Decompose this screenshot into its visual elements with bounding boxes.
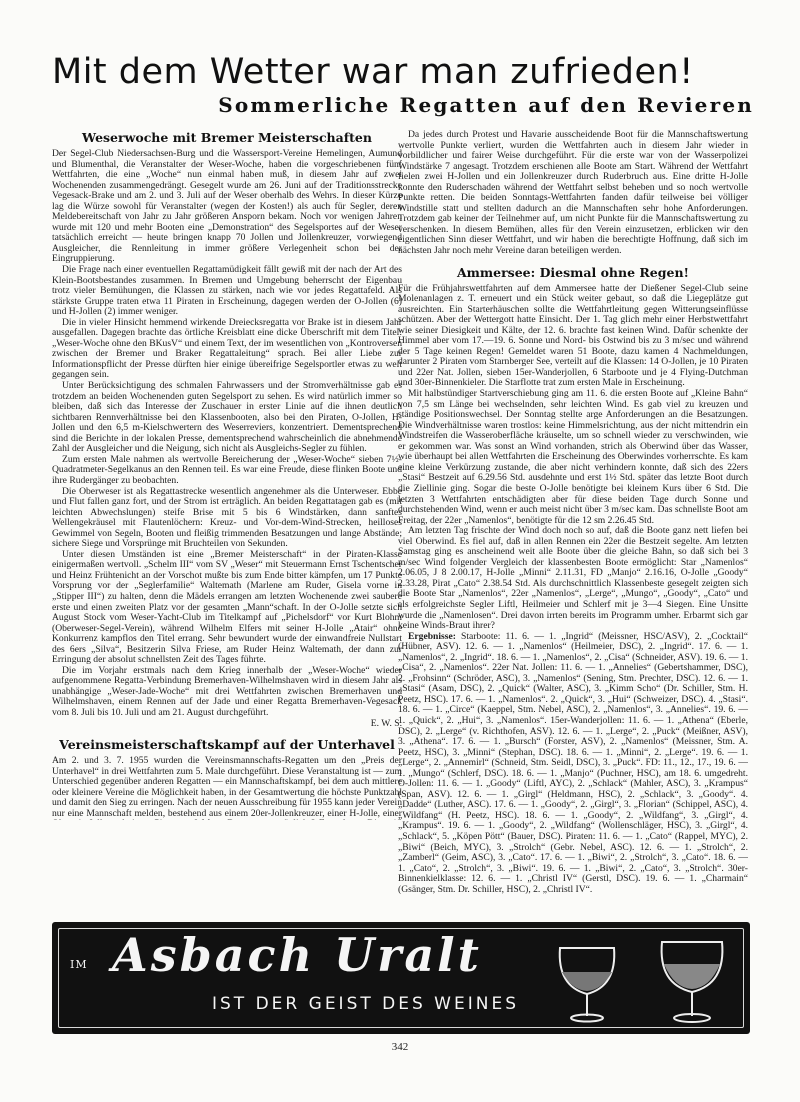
page-headline: Mit dem Wetter war man zufrieden!	[52, 52, 694, 92]
ammersee-paragraph: Für die Frühjahrswettfahrten auf dem Ammersee hatte der Dießener Segel-Club seine Molenanlagen z. T. erneuert und ein Stück weiter gebaut, so daß die Liegeplätze gut ausreichten. Ein Starterhäuschen sollte die Wettfahrtleitung gegen Witterungseinflüsse schützen. Aber der Wettergott hatte Einsicht. Der 1. Tag glich mehr einer Herbstwettfahrt wie seiner Diesigkeit und Kälte, der 12. 6. brachte fast keinen Wind. Dafür schenkte der Himmel aber vom 17.—19. 6. Sonne und Nord- bis Ostwind bis zu 3 m/sec und während der 5 Tage keinen Regen! Gemeldet waren 51 Boote, dazu kamen 4 Nachmeldungen, darunter 2 Piraten vom Starnberger See, verteilt auf die Klassen: 14 O-Jollen, je 10 Piraten und 22er Nat. Jollen, sieben 15er-Wanderjollen, 6 Starboote und je 4 Flying-Dutchman und 30er-Binnenkieler. Die Starflotte trat zum ersten Male in Erscheinung.	[398, 282, 748, 389]
ammersee-paragraph: Mit halbstündiger Startverschiebung ging am 11. 6. die ersten Boote auf „Kleine Bahn“ von 7,5 sm Länge bei wechselnden, sehr leichten Wind. Es gab viel zu kreuzen und ständige Positionswechsel. Der Sonntag stellte arge Anforderungen an die Besatzungen. Die Windverhältnisse waren trostlos: keine Himmelsrichtung, aus der nicht mittendrin ein Windstreifen die Wasseroberfläche kräuselte, um so schnell wieder zu verschwinden, wie er gekommen war. Was sonst an Wind vorhanden, strich als Oberwind über das Wasser, wie überhaupt bei allen Wettfahrten die Erscheinung des Oberwindes vorherrschte. Es kam eine kleine Verkürzung zustande, die aber nicht verhindern konnte, daß sich des 22ers „Stasi“ Bestzeit auf 6.29.56 Std. ausdehnte und erst 1½ Std. später das letzte Boot durch die Ziellinie ging. Sogar die beste O-Jolle benötigte bei kleinem Kurs über 6 Std. Die letzten 3 Wettfahrten entschädigten aber für diese beiden Tage durch Sonne und durchstehenden Wind, wenn er auch meist nicht über 3 m/sec kam. Das schnellste Boot am Freitag, der 22er „Namenlos“, benötigte für die 12 sm 2.26.45 Std.	[398, 388, 748, 526]
weser-paragraph: Zum ersten Male nahmen als wertvolle Bereicherung der „Weser-Woche“ sieben 7½-Quadratmeter-Segelkanus an den Rennen teil. Es war eine Freude, diese flinken Boote und ihre Rudergänger zu beobachten.	[52, 453, 402, 486]
weser-paragraph: Die in vieler Hinsicht hemmend wirkende Dreiecksregatta vor Brake ist in diesem Jahr ausgefallen. Dagegen brachte das örtliche Kreisblatt eine dicke Überschrift mit dem Titel: „Weser-Woche ohne den BKusV“ und einem Text, der im wesentlichen von „Kontroversen zwischen der Bremer und Braker Regattaleitung“ sprach. Bei aller Liebe zur Informationspflicht der Presse dürften hier einige übereifrige Segelsportler etwas zu weit gegangen sein.	[52, 316, 402, 381]
ammersee-paragraph: Am letzten Tag frischte der Wind doch noch so auf, daß die Boote ganz nett liefen bei viel Oberwind. Es fiel auf, daß in allen Rennen ein 22er die Bestzeit segelte. Am letzten Samstag ging es anscheinend weit alle Boote über die gleiche Bahn, so daß sich bei 3 m/sec Wind folgender Vergleich der klassenbesten Boote ermöglicht: Star „Namenlos“ 2.06.05, J 8 2.00.17, H-Jolle „Minni“ 2.11.31, FD „Manjo“ 2.16.16, O-Jolle „Goody“ 2.33.28, Pirat „Cato“ 2.38.54 Std. Als durchschnittlich Klassenbeste gesegelt zeigten sich die Boote Star „Namenlos“, 22er „Namenlos“, „Lerge“, „Mungo“, „Goody“, „Cato“ und als erfolgreichste Segler Liftl, Heilmeier und Schlerf mit je 3—4 Siegen. Eine Unsitte wurde die „Namenlosen“. Drei davon irrten bereits im Programm umher. Erbarmt sich gar keine Winds-Braut ihrer?	[398, 525, 748, 632]
page-number: 342	[391, 1041, 409, 1053]
weser-paragraph: Unter diesen Umständen ist eine „Bremer Meisterschaft“ in der Piraten-Klasse einigermaßen wertvoll. „Schelm III“ vom SV „Weser“ mit Steuermann Ernst Tschentscher und Heinz Frühtenicht an der Vorschot mußte bis zum Ende bitter kämpfen, um 17 Punkte Vorsprung vor der „Seglerfamilie“ Waltemath (Marlene am Ruder, Gisela vorne in „Stipper III“) zu halten, denn die Mädels errangen am letzten Wochenende zwei saubere erste und einen zweiten Platz vor der gesamten „Mann“schaft. In der O-Jolle setzte sich August Stock vom Weser-Yacht-Club im Titelkampf auf „Pichelsdorf“ vor Kurt Blohm (Oberweser-Segel-Verein), während Wilhelm Elfers mit seiner H-Jolle „Atair“ ohne Konkurrenz kampflos den Titel errang. Sehr bewundert wurde der einwandfreie Nullstart des 6ers „Silva“, Besitzerin Silva Friese, am Ruder Heinz Waltemath, der dann zur Erringung der absolut schnellsten Zeit des Tages führte.	[52, 548, 402, 666]
weser-signature: E. W. S.	[370, 717, 402, 729]
results-text: Starboote: 11. 6. — 1. „Ingrid“ (Meissner, HSC/ASV), 2. „Cocktail“ (Hübner, ASV). 12. 6. — 1. „Namenlos“ (Heilmeier, DSC), 2. „Ingrid“. 17. 6. — 1. „Namenlos“, 2. „Ingrid“. 18. 6. — 1. „Namenlos“, 2. „Cisa“ (Schneider, ASV). 19. 6. — 1. „Cisa“, 2. „Namenlos“. 22er Nat. Jollen: 11. 6. — 1. „Annelies“ (Gebertshammer, DSC), 2. „Frohsinn“ (Schröder, ASC), 3. „Namenlos“ (Sening, Stm. Prechter, DSC). 12. 6. — 1. „Stasi“ (Asam, DSC), 2. „Quick“ (Walter, ASC), 3. „Kimm Scho“ (Dr. Schiller, Stm. H. Peetz, HSC). 17. 6. — 1. „Namenlos“. 2. „Quick“, 3. „Hui“ (Schweizer, DSC). 4. „Stasi“. 18. 6. — 1. „Circe“ (Kaeppel, Stm. Nebel, ASC), 2. „Namenlos“, 3. „Annelies“. 19. 6. — 1. „Quick“, 2. „Hui“, 3. „Namenlos“. 15er-Wanderjollen: 11. 6. — 1. „Athena“ (Eberle, DSC), 2. „Lerge“ (v. Richthofen, ASV). 12. 6. — 1. „Lerge“, 2. „Puck“ (Meißner, ASV), 3. „Athena“. 17. 6. — 1. „Bursch“ (Forster, ASV), 2. „Namenlos“ (Meissner, Stm. A. Peetz, HSC), 3. „Minni“ (Stephan, DSC). 18. 6. — 1. „Minni“, 2. „Lerge“. 19. 6. — 1. „Lerge“, 2. „Annemirl“ (Schneid, Stm. Seidl, DSC), 3. „Puck“. FD: 11., 12., 17., 19. 6. — 1. „Mungo“ (Schlerf, DSC). 18. 6. — 1. „Manjo“ (Puchner, HSC), am 18. 6. umgedreht. O-Jollen: 11. 6. — 1. „Goody“ (Liftl, AYC), 2. „Schlack“ (Mahler, ASC), 3. „Krampus“ (Span, ASV). 12. 6. — 1. „Girgl“ (Heldmann, HSC), 2. „Schlack“, 3. „Goody“. 4. „Dadde“ (Luther, ASC). 17. 6. — 1. „Goody“, 2. „Girgl“, 3. „Florian“ (Schippel, ASC), 4. „Wildfang“ (H. Peetz, HSC). 18. 6. — 1. „Goody“, 2. „Wildfang“, 3. „Girgl“, 4. „Krampus“. 19. 6. — 1. „Goody“, 2. „Wildfang“ (Wollenschläger, HSC), 3. „Girgl“, 4. „Schlack“, 5. „Köpen Pött“ (Bauer, DSC). Piraten: 11. 6. — 1. „Cato“ (Rappel, MYC), 2. „Biwi“ (Beich, MYC), 3. „Strolch“ (Gebr. Nebel, ASC). 12. 6. — 1. „Strolch“, 2. „Zamberl“ (Geim, ASC), 3. „Cato“. 17. 6. — 1. „Biwi“, 2. „Strolch“, 3. „Cato“. 18. 6. — 1. „Cato“, 2. „Strolch“, 3. „Biwi“. 19. 6. — 1. „Biwi“, 2. „Cato“, 3. „Strolch“. 30er-Binnenkielklasse: 12. 6. — 1. „Christl IV“ (Gerstl, DSC). 19. 6. — 1. „Charmain“ (Gsänger, Stm. Dr. Schiller, HSC), 2. „Christl IV“.	[398, 630, 748, 895]
left-column	[52, 130, 402, 820]
unterhavel-paragraph: Am 2. und 3. 7. 1955 wurden die Vereinsmannschafts-Regatten um den „Preis der Unterhavel“ in drei Wettfahrten zum 5. Male durchgeführt. Diese Veranstaltung ist — zum Unterschied gegenüber anderen Regatten — ein Mannschaftskampf, bei dem auch mittlere oder kleinere Vereine die Möglichkeit haben, in der Gesamtwertung die höchste Punktzahl und damit den Sieg zu erringen. Nach der neuen Ausschreibung für 1955 kann jeder Verein nur eine Mannschaft melden, bestehend aus einem 20er-Jollenkreuzer, einer H-Jolle, einer	[52, 755, 402, 819]
wine-glass-icon	[652, 934, 732, 1026]
brandy-glass-icon	[552, 934, 622, 1026]
weser-paragraph: Die im Vorjahr erstmals nach dem Krieg innerhalb der „Weser-Woche“ wieder aufgenommene Regatta-Verbindung Bremerhaven-Wilhelmshaven wird in diesem Jahr als unabhängige „Weser-Jade-Woche“ mit drei Wettfahrten zwischen Bremerhaven und Wilhelmshaven, einem Rennen auf der Jade und einer Regatta Bremerhaven-Vegesack vom 8. Juli bis 10. Juli und am 21. August durchgeführt.	[52, 664, 402, 718]
results-label: Ergebnisse:	[408, 630, 456, 642]
weser-paragraph: Der Segel-Club Niedersachsen-Burg und die Wassersport-Vereine Hemelingen, Aumund und Blumenthal, die Veranstalter der Weser-Woche, haben die vorgeschriebenen fünf Wettfahrten, die eine „Woche“ nun einmal haben muß, in diesem Jahr auf zwei Wochenenden zusammengedrängt. Gesegelt wurde am 26. Juni auf der Traditionsstrecke Vegesack-Brake und am 2. und 3. Juli auf der Weser oberhalb des Wehrs. In dieser Kürze lag die Würze sowohl für Veranstalter (wegen der Kosten!) als auch für Segler, deren Meldebereitschaft von Jahr zu Jahr größeren Ansporn bekam. Noch vor wenigen Jahren wurde mit 120 und mehr Booten eine „Demonstration“ des Segelsportes auf der Weser tatsächlich erreicht — heute bringen knapp 70 Jollen und Jollenkreuzer, vorwiegend Ausgleicher, die Rennleitung in immer größere Verlegenheit schon bei der Eingruppierung.	[52, 148, 402, 265]
weser-paragraph: Die Oberweser ist als Regattastrecke wesentlich angenehmer als die Unterweser. Ebbe und Flut fallen ganz fort, und der Strom ist erträglich. An beiden Regattatagen gab es (mit leichten Abwechslungen) steife Brise mit 5 bis 6 Windstärken, dann sanftes Wellengekräusel mit Flautenlöchern: Kreuz- und Vor-dem-Wind-Strecken, heilloses Gewimmel von Segeln, Booten und fleißig trimmenden Besatzungen und lange Abstände; sichere Siege und Vorsprünge mit Bruchteilen von Sekunden.	[52, 485, 402, 550]
ammersee-title: Ammersee: Diesmal ohne Regen!	[456, 264, 690, 280]
asbach-advertisement	[52, 922, 750, 1034]
ad-slogan: IST DER GEIST DES WEINES	[212, 994, 519, 1014]
page-subheadline: Sommerliche Regatten auf den Revieren	[218, 93, 754, 117]
ad-brand: Asbach Uralt	[112, 928, 482, 982]
weser-paragraph: Unter Berücksichtigung des schmalen Fahrwassers und der Stromverhältnisse gab es trotzdem an beiden Wochenenden guten Segelsport zu sehen. Es wird natürlich immer so bleiben, daß sich das Interesse der Zuschauer in erster Linie auf die ihnen deutlich sichtbaren Rennverhältnisse bei den Klassenbooten, also bei den Piraten, O-Jollen, H-Jollen und den 6,5 m-Kielschwertern des Weserreviers, konzentriert. Dementsprechend sind die Berichte in der lokalen Presse, dementsprechend wahrscheinlich die abnehmende Zahl der Ausgleicher und die Neigung, sich nicht als Ausgleichs-Segler zu fühlen.	[52, 380, 402, 455]
unterhavel-title: Vereinsmeisterschaftskampf auf der Unterhavel	[59, 737, 395, 753]
ammersee-results	[398, 632, 748, 896]
right-column	[398, 130, 748, 920]
weser-paragraph: Die Frage nach einer eventuellen Regattamüdigkeit fällt gewiß mit der nach der Art des Klein-Bootsbestandes zusammen. In Bremen und Umgebung beherrscht der Eigenbau trotz vieler Bemühungen, die Klassen zu stärken, nach wie vor jedes Regattafeld. Als stärkste Gruppe traten etwa 11 Piraten in Erscheinung, dagegen werden der O-Jollen (6) und H-Jollen (2) immer weniger.	[52, 264, 402, 318]
ad-prefix: IM	[70, 958, 88, 971]
weser-title: Weserwoche mit Bremer Meisterschaften	[82, 130, 372, 145]
unterhavel-paragraph: Da jedes durch Protest und Havarie ausscheidende Boot für die Mannschaftswertung wertvolle Punkte verliert, wurden die Wettfahrten auch in diesem Jahr wieder in vorbildlicher und fairer Weise durchgeführt. Für die erste war von der Wasserpolizei Windstärke 7 angesagt. Trotzdem erschienen alle Boote am Start. Während der Wettfahrt fielen zwei H-Jollen und ein Jollenkreuzer durch Ruderbruch aus. Eine dritte H-Jolle konnte den Ruderschaden während der Wettfahrt selbst beheben und so noch wertvolle Punkte retten. Die beiden Sonntags-Wettfahrten fanden dafür teilweise bei völliger Windstille statt und stellten dadurch an die Mannschaften sehr hohe Anforderungen. Trotzdem gab keiner der Teilnehmer auf, um nicht Punkte für die Mannschaftswertung zu verschenken. In diesem Bemühen, alles für den Verein einzusetzen, erblicken wir den eigentlichen Sinn dieser Wettfahrt, und wir haben die berechtigte Hoffnung, daß sich im nächsten Jahr noch mehr Vereine daran beteiligen werden.	[398, 130, 748, 257]
